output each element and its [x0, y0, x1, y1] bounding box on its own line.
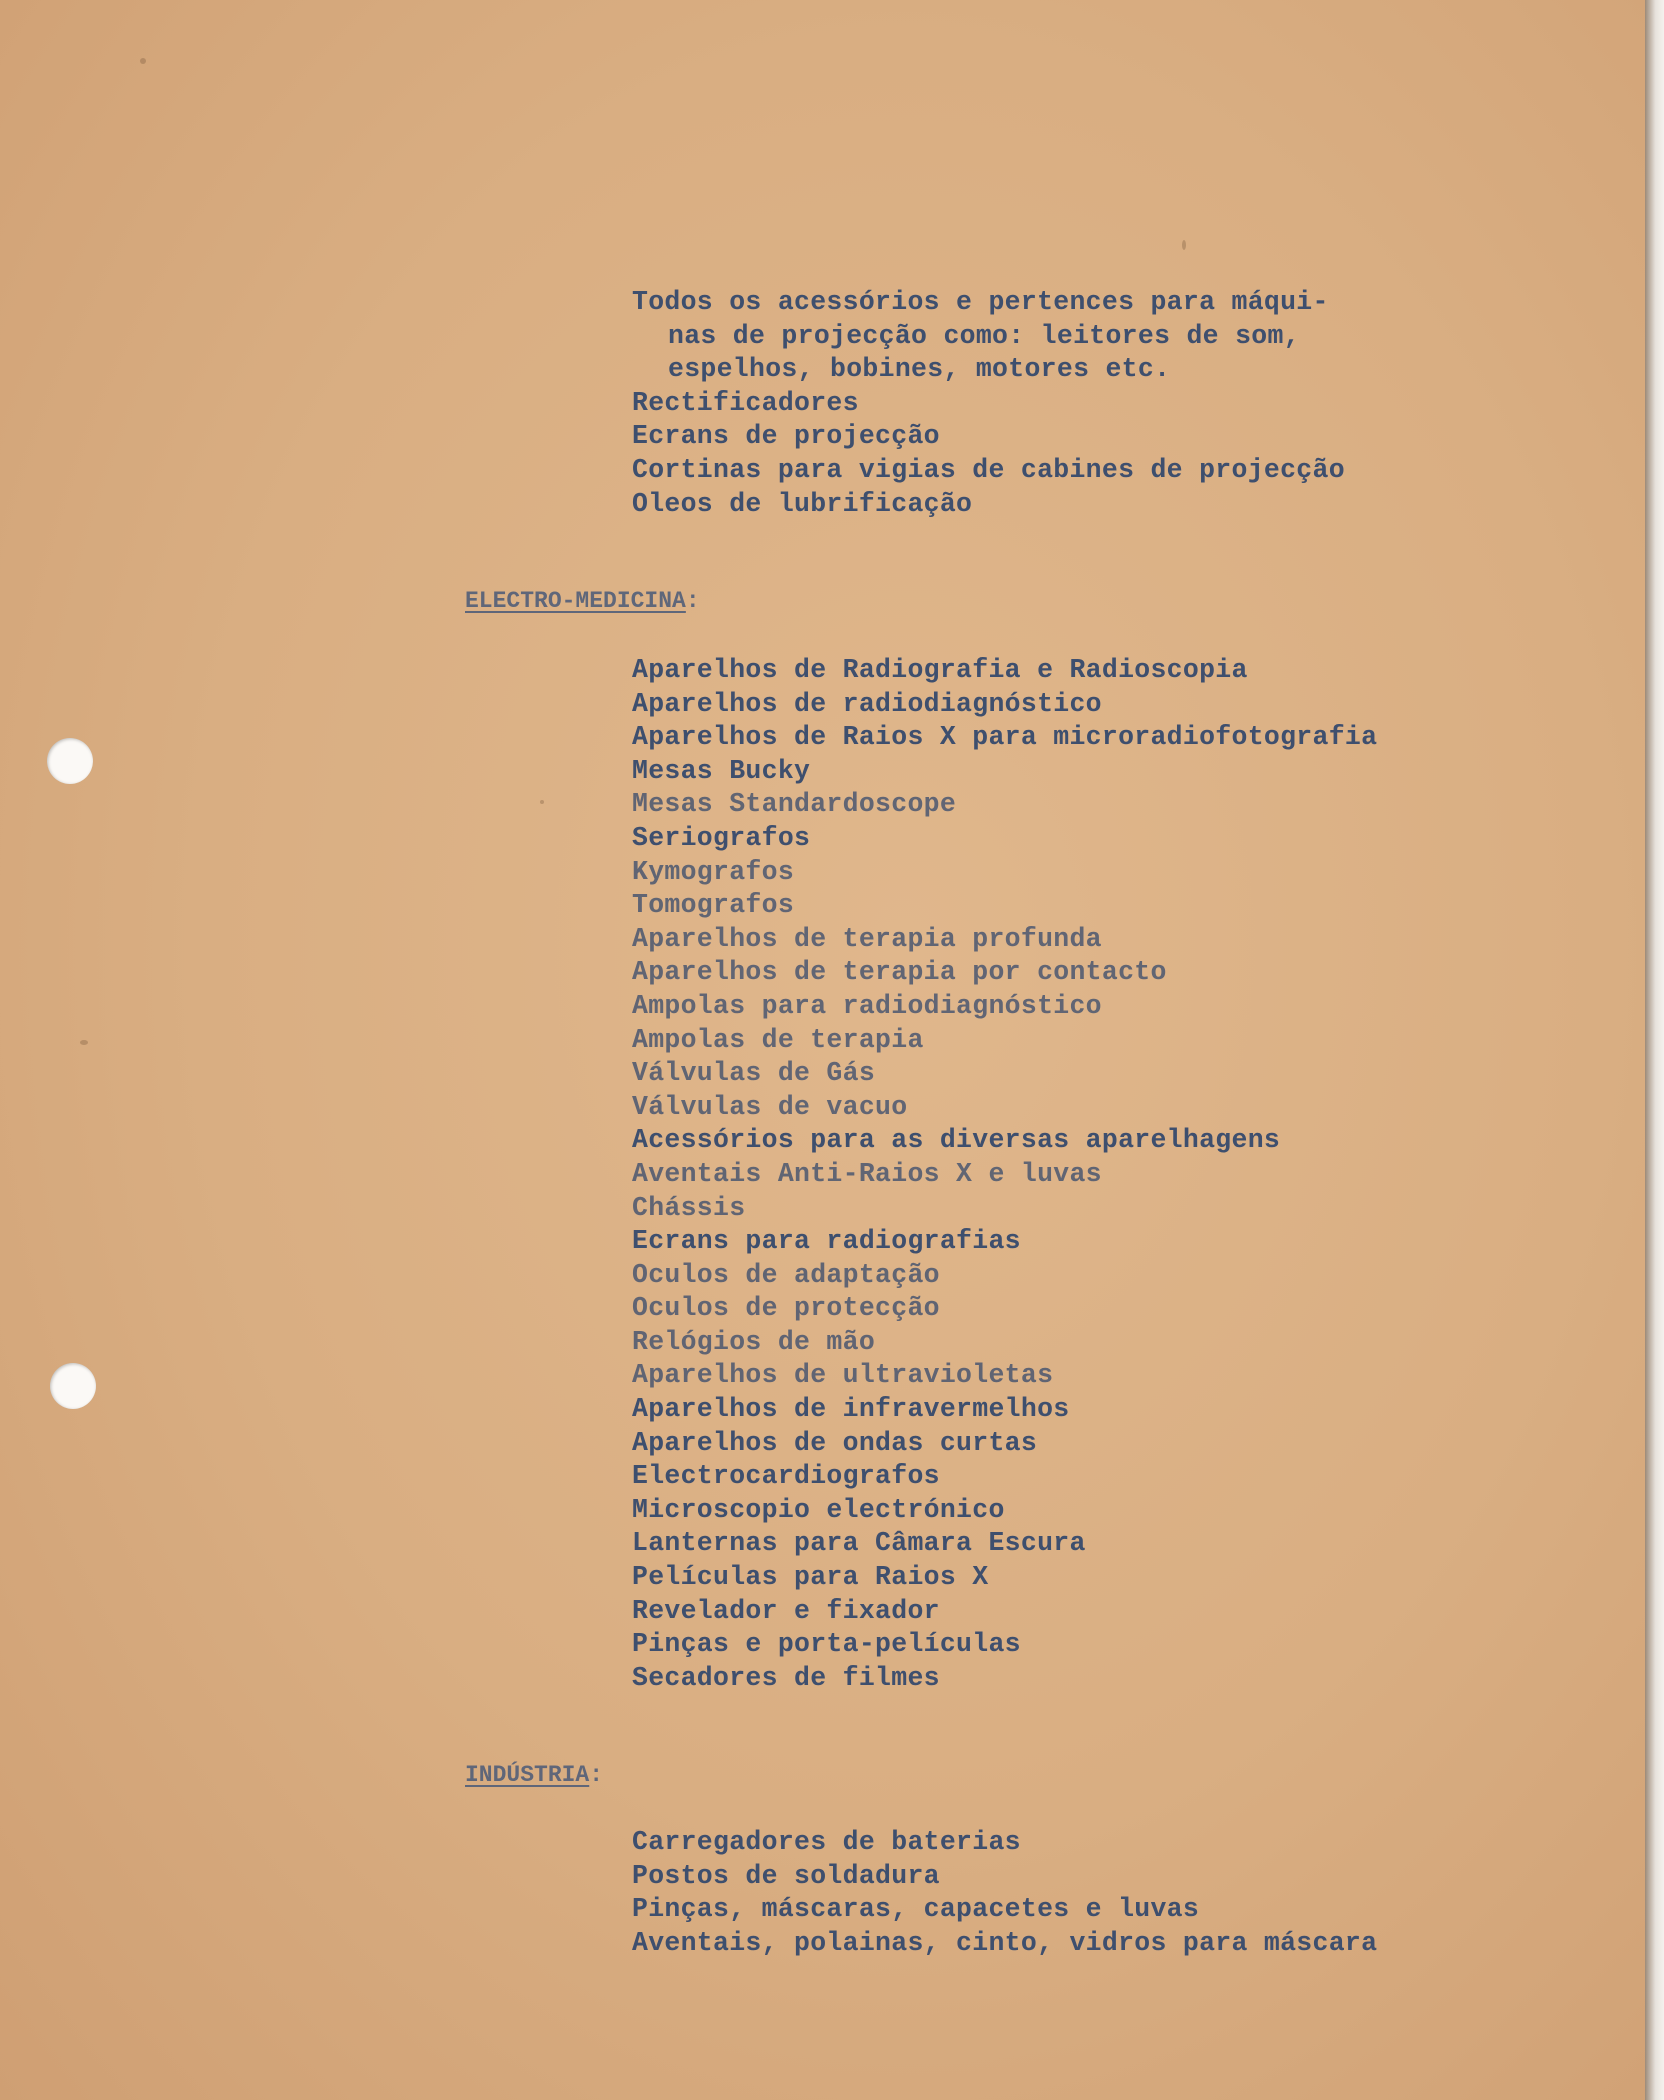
list-item: Válvulas de Gás — [632, 1058, 876, 1089]
list-item: Películas para Raios X — [632, 1562, 989, 1593]
list-item: Electrocardiografos — [632, 1461, 940, 1492]
intro-line: Rectificadores — [632, 387, 859, 418]
intro-block — [632, 286, 1345, 521]
list-item: Aparelhos de ultravioletas — [632, 1360, 1054, 1391]
list-item: Lanternas para Câmara Escura — [632, 1528, 1086, 1559]
list-item: Ampolas de terapia — [632, 1024, 924, 1055]
page-edge — [1645, 0, 1664, 2100]
punch-hole — [47, 738, 93, 784]
punch-hole — [50, 1363, 96, 1409]
intro-line: Todos os acessórios e pertences para máqui- — [632, 287, 1329, 317]
list-item: Oculos de protecção — [632, 1293, 940, 1324]
list-item: Aparelhos de terapia por contacto — [632, 957, 1167, 988]
list-item: Pinças e porta-películas — [632, 1629, 1021, 1660]
list-item: Chássis — [632, 1192, 746, 1223]
list-item: Aparelhos de Raios X para microradiofotografia — [632, 722, 1378, 753]
list-item: Ampolas para radiodiagnóstico — [632, 990, 1102, 1021]
intro-line: Oleos de lubrificação — [632, 488, 973, 519]
list-item: Relógios de mão — [632, 1326, 876, 1357]
list-item: Ecrans para radiografias — [632, 1226, 1021, 1257]
list-item: Mesas Standardoscope — [632, 789, 957, 820]
list-item: Aparelhos de ondas curtas — [632, 1427, 1038, 1458]
list-item: Aparelhos de Radiografia e Radioscopia — [632, 655, 1248, 685]
section-heading-text: ELECTRO-MEDICINA — [465, 588, 686, 614]
paper-speck — [540, 800, 544, 804]
section-heading-colon: : — [589, 1762, 604, 1788]
intro-line: Cortinas para vigias de cabines de projecção — [632, 454, 1345, 485]
paper-speck — [80, 1040, 88, 1045]
list-item: Aventais, polainas, cinto, vidros para máscara — [632, 1927, 1378, 1958]
list-item: Microscopio electrónico — [632, 1494, 1005, 1525]
list-item: Seriografos — [632, 822, 811, 853]
list-item: Aparelhos de radiodiagnóstico — [632, 688, 1102, 719]
list-item: Revelador e fixador — [632, 1595, 940, 1626]
list-item: Tomografos — [632, 890, 795, 921]
list-item: Mesas Bucky — [632, 755, 811, 786]
list-item: Válvulas de vacuo — [632, 1091, 908, 1122]
section-heading-electro-medicina — [465, 588, 700, 614]
intro-line: Ecrans de projecção — [632, 421, 940, 452]
list-item: Pinças, máscaras, capacetes e luvas — [632, 1894, 1200, 1925]
industria-list — [632, 1826, 1377, 1960]
paper-speck — [140, 58, 146, 64]
intro-line: nas de projecção como: leitores de som, — [668, 320, 1300, 351]
list-item: Oculos de adaptação — [632, 1259, 940, 1290]
list-item: Aventais Anti-Raios X e luvas — [632, 1158, 1102, 1189]
list-item: Postos de soldadura — [632, 1860, 940, 1891]
intro-line: espelhos, bobines, motores etc. — [668, 354, 1171, 385]
list-item: Acessórios para as diversas aparelhagens — [632, 1125, 1281, 1156]
list-item: Carregadores de baterias — [632, 1827, 1021, 1857]
section-heading-text: INDÚSTRIA — [465, 1762, 590, 1788]
electro-medicina-list — [632, 654, 1377, 1695]
list-item: Aparelhos de terapia profunda — [632, 923, 1102, 954]
section-heading-industria — [465, 1762, 603, 1788]
section-heading-colon: : — [685, 588, 700, 614]
list-item: Kymografos — [632, 856, 795, 887]
list-item: Secadores de filmes — [632, 1662, 940, 1693]
paper-speck — [1182, 240, 1186, 250]
list-item: Aparelhos de infravermelhos — [632, 1394, 1070, 1425]
